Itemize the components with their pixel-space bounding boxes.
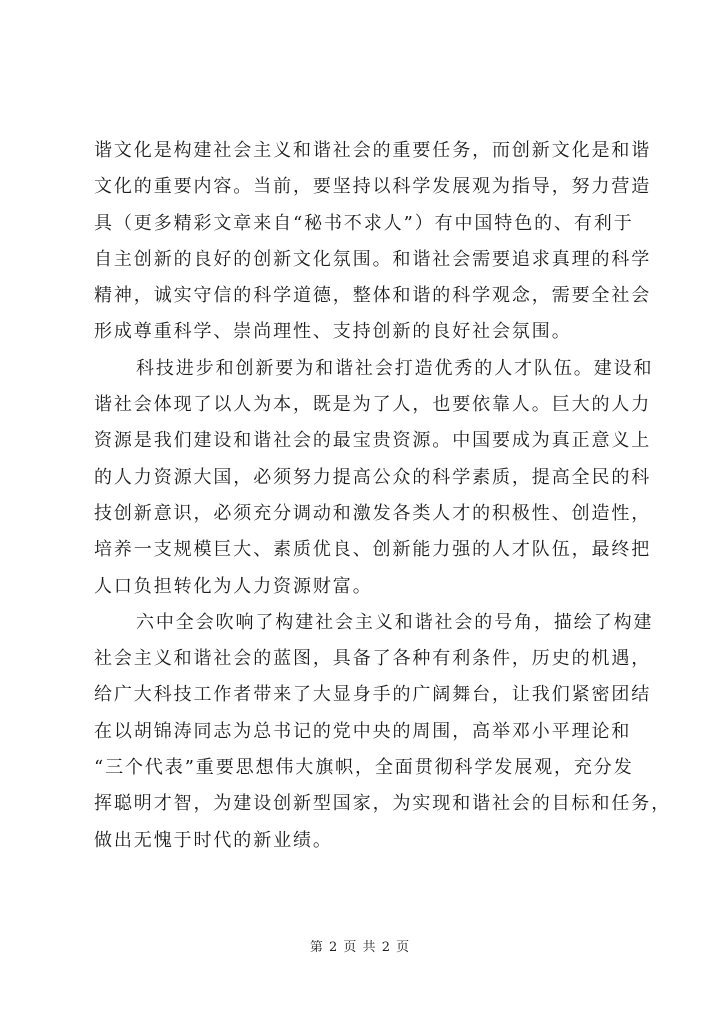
text-line: 技创新意识，必须充分调动和激发各类人才的积极性、创造性， — [94, 502, 652, 524]
text-line: 在以胡锦涛同志为总书记的党中央的周围，高举邓小平理论和 — [94, 720, 632, 742]
paragraph-start-line: 科技进步和创新要为和谐社会打造优秀的人才队伍。建设和 — [136, 357, 654, 379]
text-line: 资源是我们建设和谐社会的最宝贵资源。中国要成为真正意义上 — [94, 430, 652, 452]
document-body — [94, 133, 672, 859]
text-line: 谐社会体现了以人为本，既是为了人，也要依靠人。巨大的人力 — [94, 394, 652, 416]
text-line: 具（更多精彩文章来自“秘书不求人”）有中国特色的、有利于 — [94, 212, 634, 234]
text-line: 挥聪明才智，为建设创新型国家，为实现和谐社会的目标和任务， — [94, 793, 672, 815]
text-line: 给广大科技工作者带来了大显身手的广阔舞台，让我们紧密团结 — [94, 684, 652, 706]
text-line: 谐文化是构建社会主义和谐社会的重要任务，而创新文化是和谐 — [94, 140, 652, 161]
page-number-footer: 第 2 页 共 2 页 — [309, 940, 411, 955]
text-line: 文化的重要内容。当前，要坚持以科学发展观为指导，努力营造 — [94, 176, 652, 198]
text-line: 社会主义和谐社会的蓝图，具备了各种有利条件，历史的机遇， — [94, 648, 652, 670]
text-line: 做出无愧于时代的新业绩。 — [94, 829, 333, 851]
text-line: 精神，诚实守信的科学道德，整体和谐的科学观念，需要全社会 — [94, 285, 652, 307]
text-line: 的人力资源大国，必须努力提高公众的科学素质，提高全民的科 — [94, 466, 652, 488]
text-line: 形成尊重科学、崇尚理性、支持创新的良好社会氛围。 — [94, 321, 572, 343]
paragraph-start-line: 六中全会吹响了构建社会主义和谐社会的号角，描绘了构建 — [136, 611, 654, 633]
text-line: 自主创新的良好的创新文化氛围。和谐社会需要追求真理的科学 — [94, 248, 652, 270]
text-line: “三个代表”重要思想伟大旗帜，全面贯彻科学发展观，充分发 — [94, 757, 634, 779]
text-line: 人口负担转化为人力资源财富。 — [94, 575, 373, 597]
text-line: 培养一支规模巨大、素质优良、创新能力强的人才队伍，最终把 — [94, 539, 652, 561]
